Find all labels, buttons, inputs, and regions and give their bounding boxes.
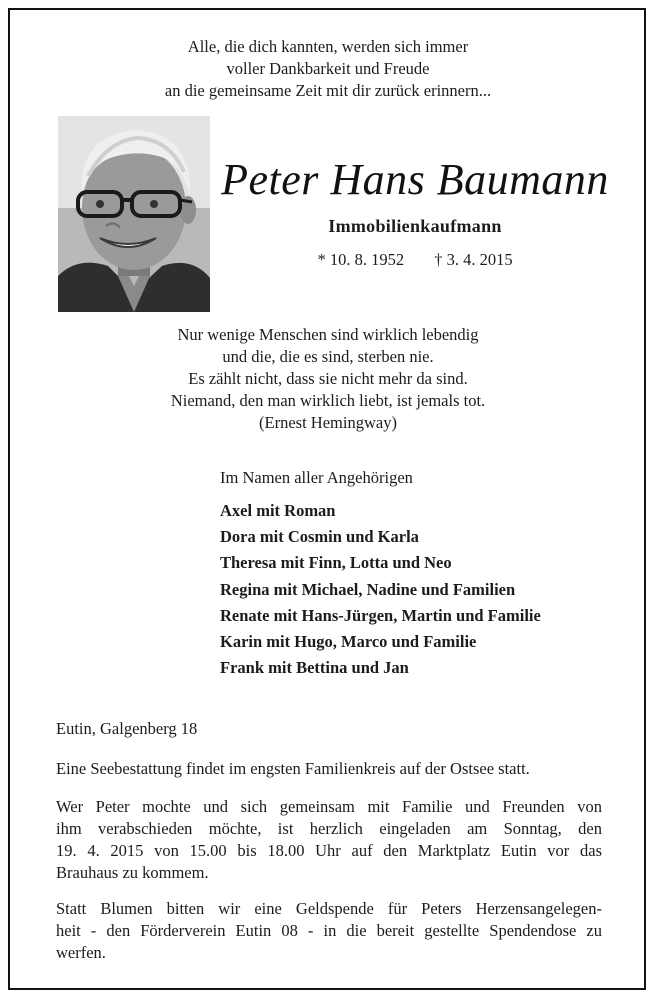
- family-member: Dora mit Cosmin und Karla: [220, 527, 419, 547]
- farewell-line: Wer Peter mochte und sich gemeinsam mit Familie und Freunden von: [56, 797, 602, 816]
- verse-line: Alle, die dich kannten, werden sich immer: [187, 37, 469, 56]
- family-member: Renate mit Hans-Jürgen, Martin und Familie: [220, 605, 541, 625]
- family-member: Theresa mit Finn, Lotta und Neo: [220, 553, 452, 573]
- deceased-name: Peter Hans Baumann: [221, 155, 609, 204]
- family-member: Frank mit Bettina und Jan: [220, 658, 409, 678]
- quote-line: und die, die es sind, sterben nie.: [222, 347, 434, 366]
- memorial-quote: [0, 324, 656, 434]
- farewell-notice: [56, 796, 602, 884]
- family-member: Karin mit Hugo, Marco und Familie: [220, 632, 477, 652]
- death-date: † 3. 4. 2015: [434, 250, 513, 269]
- opening-verse: [0, 36, 656, 102]
- family-intro: Im Namen aller Angehörigen: [220, 468, 413, 487]
- donation-line: werfen.: [56, 943, 106, 962]
- verse-line: an die gemeinsame Zeit mit dir zurück erinnern...: [164, 81, 492, 100]
- verse-line: voller Dankbarkeit und Freude: [226, 59, 430, 78]
- donation-line: Statt Blumen bitten wir eine Geldspende für Peters Herzensangelegen-: [56, 899, 602, 918]
- birth-date: * 10. 8. 1952: [317, 250, 405, 269]
- quote-line: Es zählt nicht, dass sie nicht mehr da sind.: [188, 369, 468, 388]
- quote-line: Nur wenige Menschen sind wirklich lebendig: [177, 325, 479, 344]
- quote-line: Niemand, den man wirklich liebt, ist jemals tot.: [170, 391, 486, 410]
- family-member: Regina mit Michael, Nadine und Familien: [220, 579, 516, 599]
- burial-notice: Eine Seebestattung findet im engsten Familienkreis auf der Ostsee statt.: [56, 759, 530, 778]
- deceased-profession: Immobilienkaufmann: [328, 216, 502, 236]
- farewell-line: ihm verabschieden möchte, ist herzlich eingeladen am Sonntag, den: [56, 819, 602, 838]
- farewell-line: 19. 4. 2015 von 15.00 bis 18.00 Uhr auf den Marktplatz Eutin vor das: [56, 841, 602, 860]
- address: Eutin, Galgenberg 18: [56, 719, 198, 738]
- quote-author: (Ernest Hemingway): [259, 413, 397, 432]
- farewell-line: Brauhaus zu kommem.: [56, 863, 209, 882]
- family-member: Axel mit Roman: [220, 501, 336, 520]
- family-list: [220, 498, 541, 681]
- life-dates: [218, 250, 612, 270]
- donation-line: heit - den Förderverein Eutin 08 - in die bereit gestellte Spendendose zu: [56, 921, 602, 940]
- portrait-photo: [58, 116, 210, 312]
- donation-notice: [56, 898, 602, 964]
